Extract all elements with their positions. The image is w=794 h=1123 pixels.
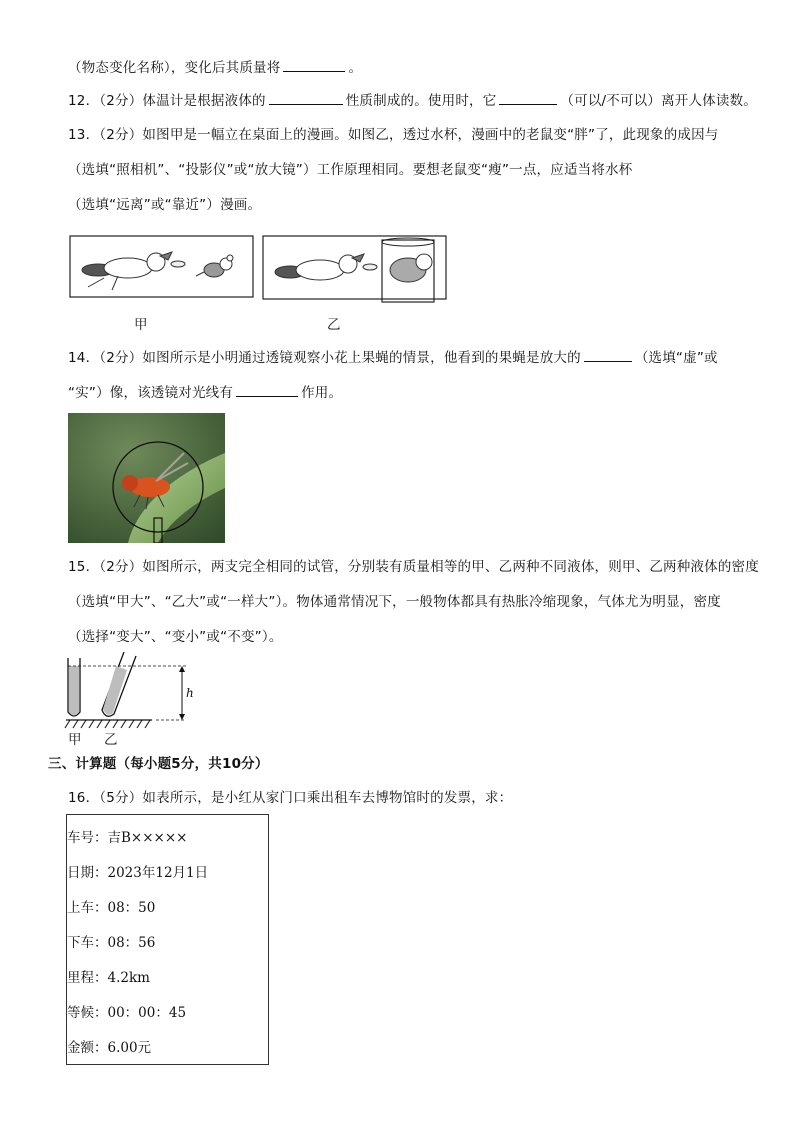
receipt-row-plate: 车号：吉B××××× — [67, 830, 188, 846]
tube-label-jia: 甲 — [68, 732, 82, 748]
receipt-row-date: 日期：2023年12月1日 — [67, 865, 209, 881]
question-13-line-3: （选填“远离”或“靠近”）漫画。 — [68, 197, 262, 213]
question-14-line-2: “实”）像，该透镜对光线有 作用。 — [68, 382, 342, 403]
test-tubes-figure — [62, 652, 202, 732]
question-13-line-2: （选填“照相机”、“投影仪”或“放大镜”）工作原理相同。要想老鼠变“瘦”一点，应适当将水杯 — [68, 162, 633, 178]
answer-blank — [283, 57, 345, 72]
question-13-line-1: 13．（2分）如图甲是一幅立在桌面上的漫画。如图乙，透过水杯，漫画中的老鼠变“胖”了，此现象的成因与 — [68, 127, 719, 143]
receipt-row-alight: 下车：08：56 — [67, 935, 156, 951]
answer-blank — [269, 90, 343, 105]
height-label-h: h — [186, 686, 194, 700]
cartoon-panel-b — [263, 236, 446, 302]
receipt-row-mileage: 里程：4.2km — [67, 970, 150, 986]
answer-blank — [584, 347, 632, 362]
cartoon-panel-a — [70, 236, 253, 297]
receipt-row-board: 上车：08：50 — [67, 900, 156, 916]
figure-label-jia: 甲 — [134, 317, 148, 333]
question-16: 16．（5分）如表所示，是小红从家门口乘出租车去博物馆时的发票，求： — [68, 790, 513, 806]
q11-continuation: （物态变化名称），变化后其质量将 。 — [68, 57, 362, 78]
tube-label-yi: 乙 — [104, 732, 118, 748]
question-15-line-1: 15．（2分）如图所示，两支完全相同的试管，分别装有质量相等的甲、乙两种不同液体，则甲、乙两种液体的密度 — [68, 559, 759, 575]
figure-label-yi: 乙 — [327, 317, 341, 333]
test-tube-a — [68, 658, 80, 716]
test-tube-b — [102, 652, 136, 716]
question-15-line-2: （选填“甲大”、“乙大”或“一样大”）。物体通常情况下，一般物体都具有热胀冷缩现象，气体尤为明显，密度 — [68, 594, 721, 610]
question-15-line-3: （选择“变大”、“变小”或“不变”）。 — [68, 629, 283, 645]
answer-blank — [236, 382, 298, 397]
answer-blank — [499, 90, 557, 105]
question-14-line-1: 14．（2分）如图所示是小明通过透镜观察小花上果蝇的情景，他看到的果蝇是放大的 （选填“虚”或 — [68, 347, 718, 368]
receipt-row-wait: 等候：00：00：45 — [67, 1005, 187, 1021]
fruit-fly-magnifier-photo — [68, 413, 225, 543]
question-12: 12．（2分）体温计是根据液体的 性质制成的。使用时，它 （可以/不可以）离开人体读数。 — [68, 90, 757, 111]
section-3-heading: 三、计算题（每小题5分，共10分） — [48, 756, 269, 772]
taxi-receipt — [66, 814, 269, 1065]
receipt-row-amount: 金额：6.00元 — [67, 1040, 152, 1056]
q13-cartoon-figure — [68, 232, 448, 304]
